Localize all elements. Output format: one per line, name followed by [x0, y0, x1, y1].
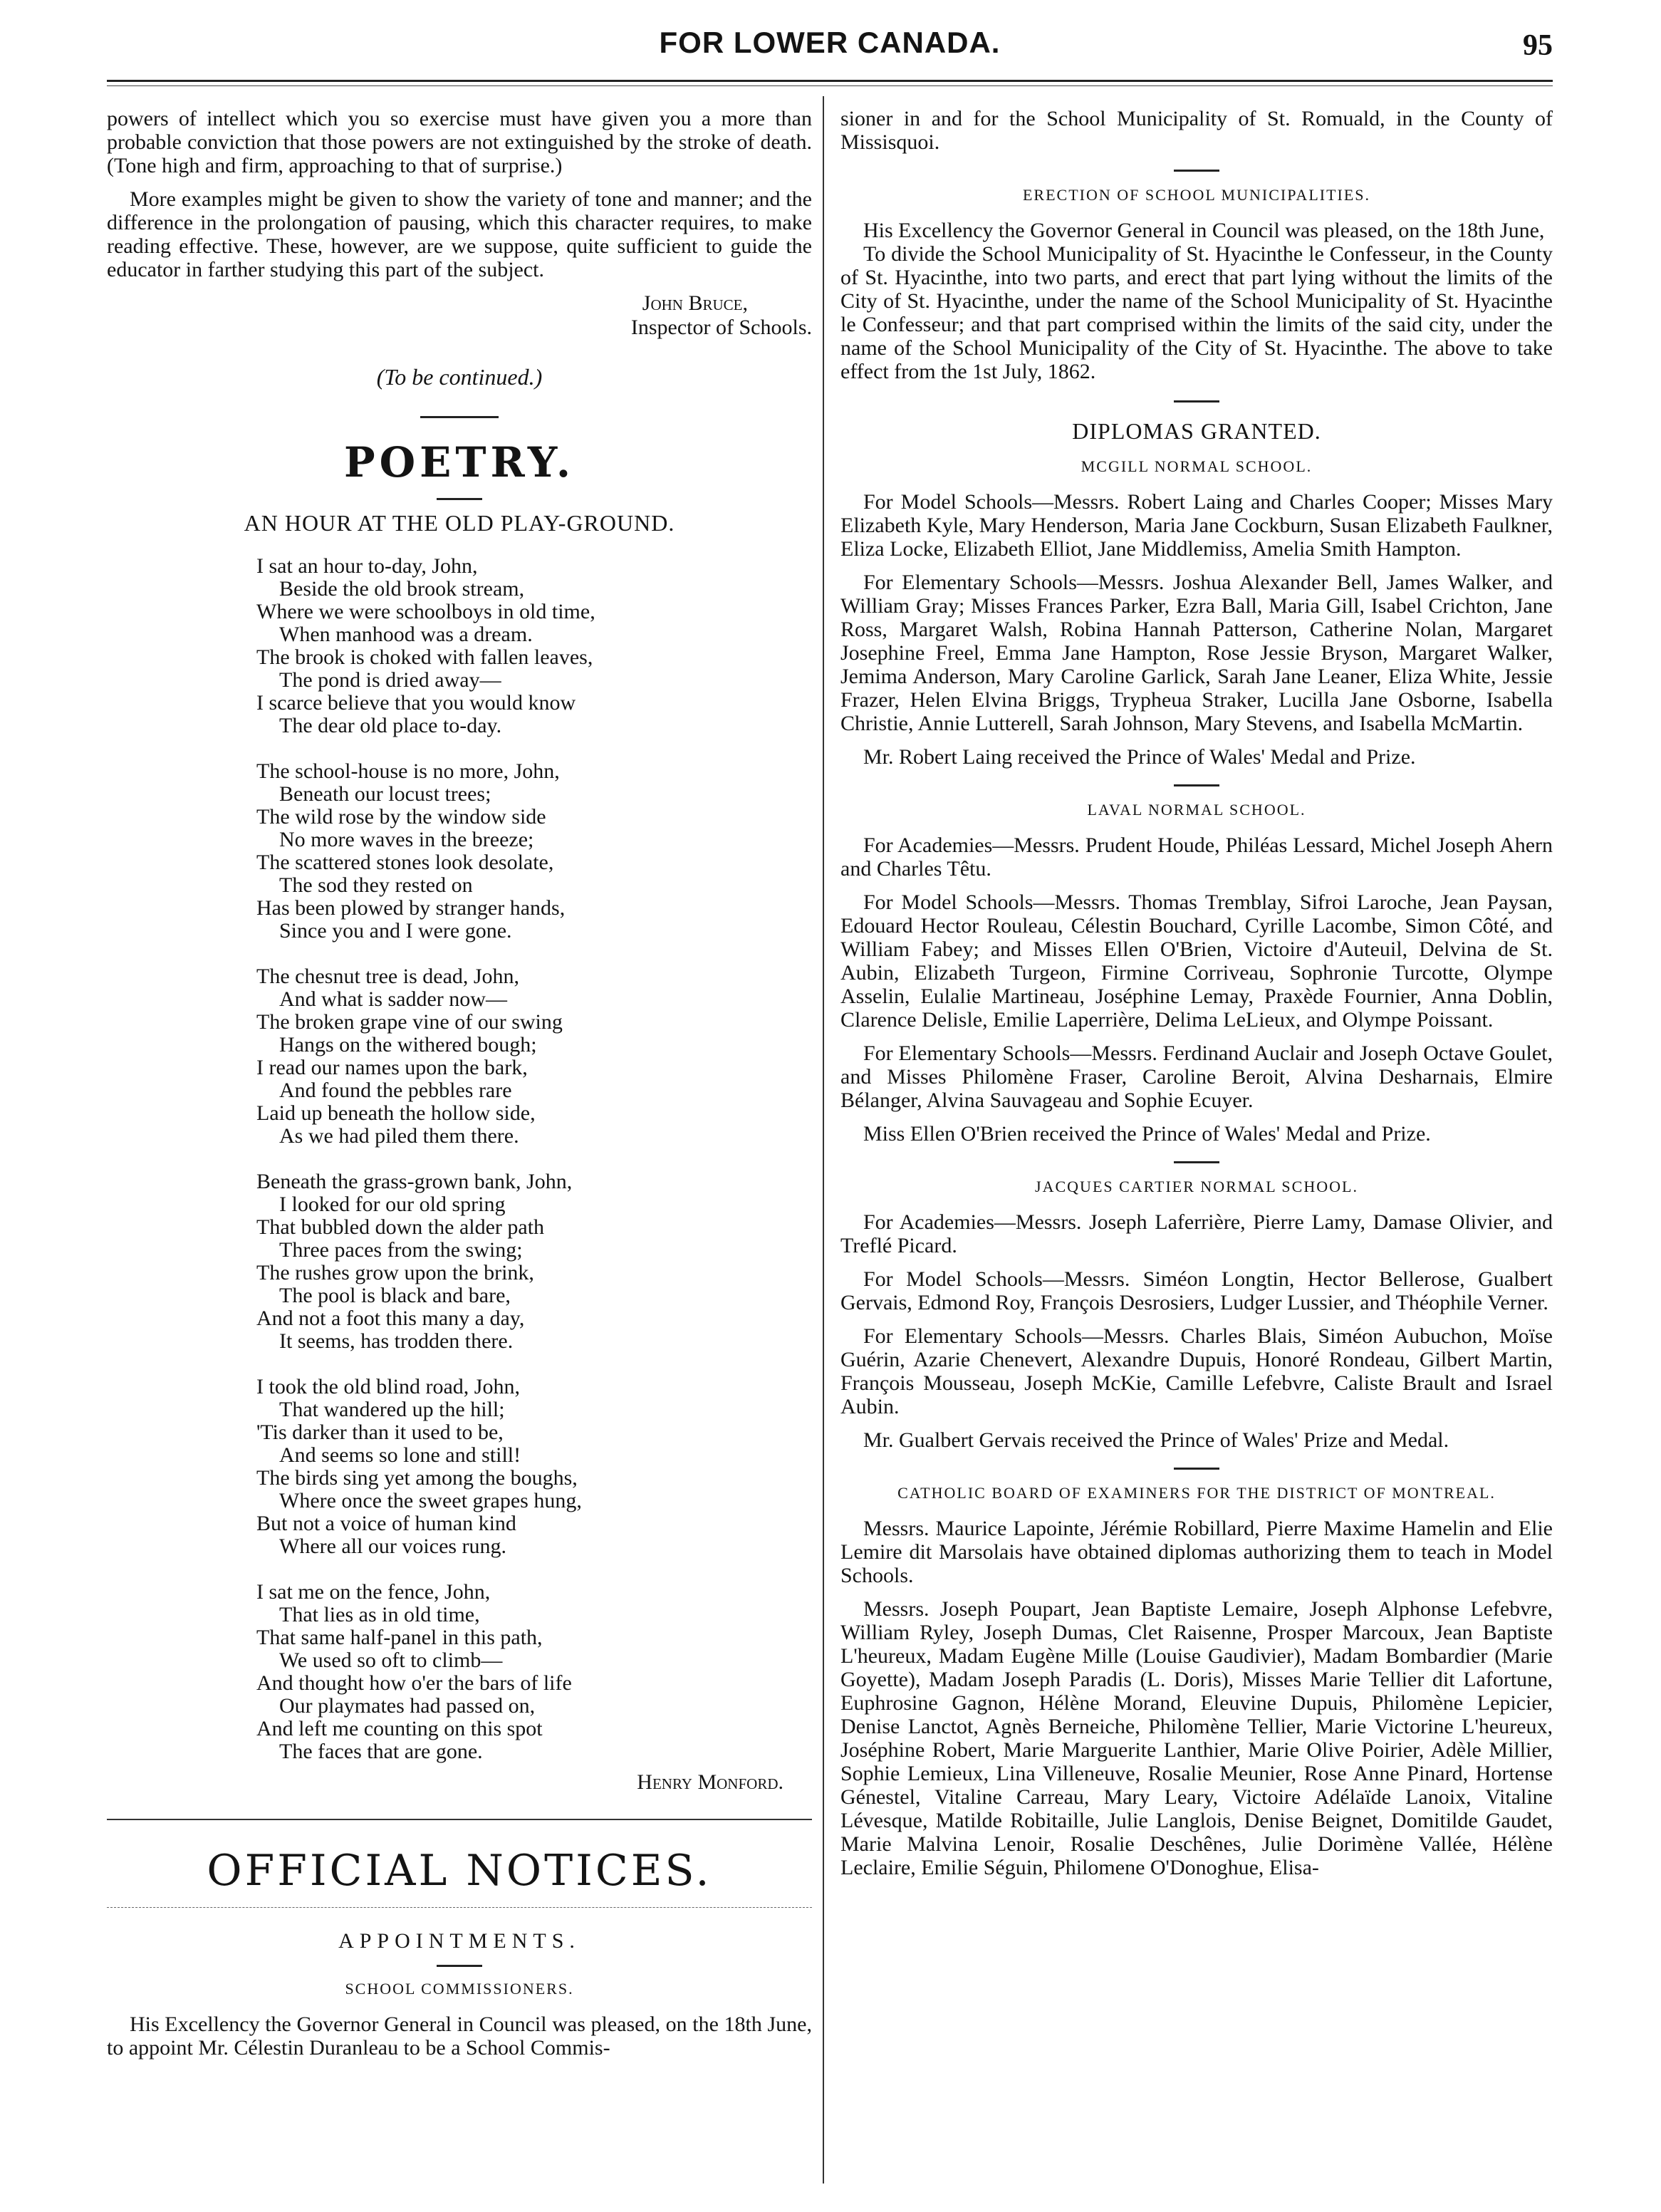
poem-line: And not a foot this many a day, [256, 1307, 525, 1330]
poem-line: Beneath the grass-grown bank, John, [256, 1170, 573, 1193]
stanza [256, 1170, 812, 1353]
poem-line: And left me counting on this spot [256, 1717, 543, 1740]
poem-line: The pond is dried away— [279, 668, 501, 692]
jacques-elementary-paragraph: For Elementary Schools—Messrs. Charles Blais, Siméon Aubuchon, Moïse Guérin, Azarie Chenevert, Alexandre Dupuis, Honoré Rondeau, Gilbert Martin, François Mousseau, Joseph McKie, Camille Lefebvre, Caliste Brault and Israel Aubin. [840, 1324, 1553, 1418]
poem-line: When manhood was a dream. [279, 623, 533, 646]
running-head [107, 26, 1553, 68]
section-rule-dashed [107, 1907, 812, 1908]
poem-line: Beneath our locust trees; [279, 782, 491, 806]
jacques-prize-paragraph: Mr. Gualbert Gervais received the Prince of Wales' Prize and Medal. [863, 1428, 1449, 1452]
poem-line: I took the old blind road, John, [256, 1375, 520, 1398]
poem-author: Henry Monford. [637, 1770, 783, 1794]
poem-line: 'Tis darker than it used to be, [256, 1421, 504, 1444]
signature-name: John Bruce, [642, 291, 748, 315]
laval-academies-paragraph: For Academies—Messrs. Prudent Houde, Philéas Lessard, Michel Joseph Ahern and Charles Têtu. [840, 834, 1553, 881]
poem-line: The birds sing yet among the boughs, [256, 1466, 578, 1490]
poem-line: That same half-panel in this path, [256, 1626, 543, 1649]
poem-line: I sat an hour to-day, John, [256, 554, 478, 578]
header-rule-thin [107, 85, 1553, 86]
divider-rule [420, 416, 499, 418]
continued-paragraph: powers of intellect which you so exercise must have given you a more than probable conviction that those powers are not extinguished by the stroke of death. (Tone high and firm, approaching to that of surprise.) [107, 107, 812, 177]
erection-paragraph: To divide the School Municipality of St. Hyacinthe le Confesseur, in the County of St. Hyacinthe, into two parts, and erect that part lying without the limits of the City of St. Hyacinthe, under the name of the School Municipality of St. Hyacinthe le Confesseur; and that part comprised within the limits of the said city, under the name of the School Municipality of the City of St. Hyacinthe. The above to take effect from the 1st July, 1862. [840, 242, 1553, 383]
stanza [256, 965, 812, 1148]
poem-line: Hangs on the withered bough; [279, 1033, 537, 1056]
divider-rule [1174, 400, 1219, 403]
right-column [840, 107, 1553, 1889]
poem-line: Has been plowed by stranger hands, [256, 896, 566, 920]
poem-line: The chesnut tree is dead, John, [256, 965, 520, 988]
poem-line: Our playmates had passed on, [279, 1694, 536, 1718]
poem-line: And found the pebbles rare [279, 1079, 512, 1102]
continued-paragraph: sioner in and for the School Municipality of St. Romuald, in the County of Missisquoi. [840, 107, 1553, 154]
jacques-model-paragraph: For Model Schools—Messrs. Siméon Longtin, Hector Bellerose, Gualbert Gervais, Edmond Roy, François Desrosiers, Ludger Lussier, and Théophile Verner. [840, 1267, 1553, 1314]
divider-rule [1174, 1161, 1219, 1163]
column-divider [823, 96, 824, 2184]
catholic-board-heading: CATHOLIC BOARD OF EXAMINERS FOR THE DISTRICT OF MONTREAL. [897, 1484, 1496, 1502]
left-column [107, 107, 812, 2070]
poem-line: And seems so lone and still! [279, 1443, 521, 1467]
poem-line: That lies as in old time, [279, 1603, 480, 1626]
laval-heading: LAVAL NORMAL SCHOOL. [1087, 801, 1306, 819]
diplomas-heading: DIPLOMAS GRANTED. [1072, 418, 1321, 444]
poem-line: The broken grape vine of our swing [256, 1010, 563, 1034]
poem-line: The sod they rested on [279, 873, 473, 897]
divider-rule [1174, 170, 1219, 172]
running-title: FOR LOWER CANADA. [659, 26, 1001, 59]
poem-line: Where we were schoolboys in old time, [256, 600, 595, 623]
poem-line: Three paces from the swing; [279, 1238, 523, 1262]
erection-paragraph: His Excellency the Governor General in Council was pleased, on the 18th June, [863, 219, 1545, 242]
poem-line: The faces that are gone. [279, 1740, 483, 1763]
poem-line: Beside the old brook stream, [279, 577, 525, 601]
signature [107, 291, 812, 340]
poem [107, 555, 812, 1763]
poem-line: I looked for our old spring [279, 1193, 506, 1216]
examples-paragraph: More examples might be given to show the variety of tone and manner; and the difference in the prolongation of pausing, which this character requires, to make reading effective. These, however, are we suppose, quite sufficient to guide the educator in farther studying this part of the subject. [107, 187, 812, 281]
stanza [256, 760, 812, 943]
poetry-heading: POETRY. [343, 438, 576, 487]
divider-rule [437, 1965, 482, 1967]
poem-line: That bubbled down the alder path [256, 1215, 545, 1239]
poem-line: That wandered up the hill; [279, 1398, 505, 1421]
poem-line: We used so oft to climb— [279, 1648, 503, 1672]
erection-heading: ERECTION OF SCHOOL MUNICIPALITIES. [1022, 186, 1371, 204]
signature-title: Inspector of Schools. [630, 316, 812, 339]
poem-title: AN HOUR AT THE OLD PLAY-GROUND. [244, 510, 675, 536]
poem-line: It seems, has trodden there. [279, 1329, 514, 1353]
jacques-academies-paragraph: For Academies—Messrs. Joseph Laferrière, Pierre Lamy, Damase Olivier, and Treflé Picard. [840, 1210, 1553, 1257]
laval-elementary-paragraph: For Elementary Schools—Messrs. Ferdinand Auclair and Joseph Octave Goulet, and Misses Philomène Fraser, Caroline Beroit, Alvina Desharnais, Elmire Bélanger, Alvina Sauvageau and Sophie Ecuyer. [840, 1042, 1553, 1112]
mcgill-heading: MCGILL NORMAL SCHOOL. [1081, 457, 1313, 475]
poem-line: No more waves in the breeze; [279, 828, 534, 851]
poem-line: I sat me on the fence, John, [256, 1580, 491, 1604]
official-notices-heading: OFFICIAL NOTICES. [207, 1846, 712, 1896]
poem-line: The school-house is no more, John, [256, 759, 560, 783]
poem-line: Where once the sweet grapes hung, [279, 1489, 582, 1512]
commissioners-paragraph: His Excellency the Governor General in Council was pleased, on the 18th June, to appoint Mr. Célestin Duranleau to be a School Commis- [107, 2013, 812, 2060]
poem-line: Since you and I were gone. [279, 919, 512, 943]
mcgill-prize-paragraph: Mr. Robert Laing received the Prince of Wales' Medal and Prize. [863, 745, 1416, 769]
divider-rule [1174, 784, 1219, 786]
poem-line: The rushes grow upon the brink, [256, 1261, 534, 1284]
poem-line: I scarce believe that you would know [256, 691, 576, 715]
laval-prize-paragraph: Miss Ellen O'Brien received the Prince of Wales' Medal and Prize. [863, 1122, 1431, 1146]
jacques-cartier-heading: JACQUES CARTIER NORMAL SCHOOL. [1035, 1178, 1358, 1195]
page-number: 95 [1523, 29, 1553, 62]
appointments-heading: APPOINTMENTS. [338, 1929, 580, 1953]
poem-line: But not a voice of human kind [256, 1512, 516, 1535]
to-be-continued: (To be continued.) [376, 364, 543, 390]
header-rule [107, 80, 1553, 82]
poem-line: Laid up beneath the hollow side, [256, 1101, 536, 1125]
poem-line: The scattered stones look desolate, [256, 851, 554, 874]
divider-rule [437, 498, 482, 500]
mcgill-model-paragraph: For Model Schools—Messrs. Robert Laing and Charles Cooper; Misses Mary Elizabeth Kyle, Mary Henderson, Maria Jane Cockburn, Susan Elizabeth Faulkner, Eliza Locke, Elizabeth Elliot, Jane Middlemiss, Amelia Smith Hampton. [840, 490, 1553, 561]
stanza [256, 1376, 812, 1558]
poem-line: Where all our voices rung. [279, 1535, 507, 1558]
poem-line: I read our names upon the bark, [256, 1056, 528, 1079]
poem-line: The dear old place to-day. [279, 714, 502, 737]
laval-model-paragraph: For Model Schools—Messrs. Thomas Tremblay, Sifroi Laroche, Jean Paysan, Edouard Hector Rouleau, Célestin Bouchard, Cyrille Lacombe, Simon Côté, and William Fabey; and Misses Ellen O'Brien, Victoire d'Auteuil, Delvina de St. Aubin, Elizabeth Turgeon, Firmine Corriveau, Sophronie Turcotte, Olympe Asselin, Eulalie Martineau, Joséphine Lemay, Praxède Fournier, Anna Doblin, Clarence Delisle, Emilie Laperrière, Delima LeLieux, and Olympe Poissant. [840, 890, 1553, 1032]
poem-line: As we had piled them there. [279, 1124, 519, 1148]
stanza [256, 1581, 812, 1763]
stanza [256, 555, 812, 737]
poem-line: And thought how o'er the bars of life [256, 1671, 572, 1695]
catholic-elementary-paragraph: Messrs. Joseph Poupart, Jean Baptiste Lemaire, Joseph Alphonse Lefebvre, William Ryley, Joseph Dumas, Clet Raisenne, Prosper Marcoux, Jean Baptiste L'heureux, Madam Eugène Mille (Louise Gaudivier), Madam Bombardier (Marie Goyette), Madam Joseph Paradis (L. Doris), Misses Marie Tellier dit Lafortune, Euphrosine Gagnon, Hélène Morand, Eleuvine Dupuis, Philomène Lepicier, Denise Lanctot, Agnès Berneiche, Philomène Tellier, Marie Victorine L'heureux, Joséphine Robert, Marie Marguerite Lanthier, Marie Olive Poirier, Adèle Millier, Sophie Lemieux, Lina Villeneuve, Rosalie Meunier, Rose Anne Pinard, Hortense Génestel, Vitaline Carreau, Mary Leary, Victoire Adélaïde Lanoix, Vitaline Lévesque, Matilde Robitaille, Julie Langlois, Denise Beignet, Domitilde Gaudet, Marie Malvina Lenoir, Rosalie Deschênes, Julie Dorimène Vallée, Hélène Leclaire, Emilie Séguin, Philomene O'Donoghue, Elisa- [840, 1597, 1553, 1879]
mcgill-elementary-paragraph: For Elementary Schools—Messrs. Joshua Alexander Bell, James Walker, and William Gray; Misses Frances Parker, Ezra Ball, Maria Gill, Isabel Crichton, Jane Ross, Margaret Walsh, Robina Hannah Patterson, Catherine Nolan, Margaret Josephine Freel, Emma Jane Hampton, Rose Jessie Bryson, Margaret Walker, Jemima Anderson, Mary Caroline Garlick, Sarah Jane Leaner, Eliza White, Jessie Frazer, Helen Elvina Briggs, Trypheua Straker, Lucilla Jane Osborne, Isabella Christie, Annie Lutterell, Sarah Johnson, Mary Stevens, and Isabella McMartin. [840, 571, 1553, 735]
section-rule [107, 1819, 812, 1820]
poem-line: The pool is black and bare, [279, 1284, 511, 1307]
poem-line: And what is sadder now— [279, 987, 507, 1011]
school-commissioners-heading: SCHOOL COMMISSIONERS. [345, 1980, 574, 1998]
divider-rule [1174, 1468, 1219, 1470]
poem-line: The wild rose by the window side [256, 805, 546, 829]
poem-line: The brook is choked with fallen leaves, [256, 645, 593, 669]
catholic-model-paragraph: Messrs. Maurice Lapointe, Jérémie Robillard, Pierre Maxime Hamelin and Elie Lemire dit Marsolais have obtained diplomas authorizing them to teach in Model Schools. [840, 1517, 1553, 1587]
